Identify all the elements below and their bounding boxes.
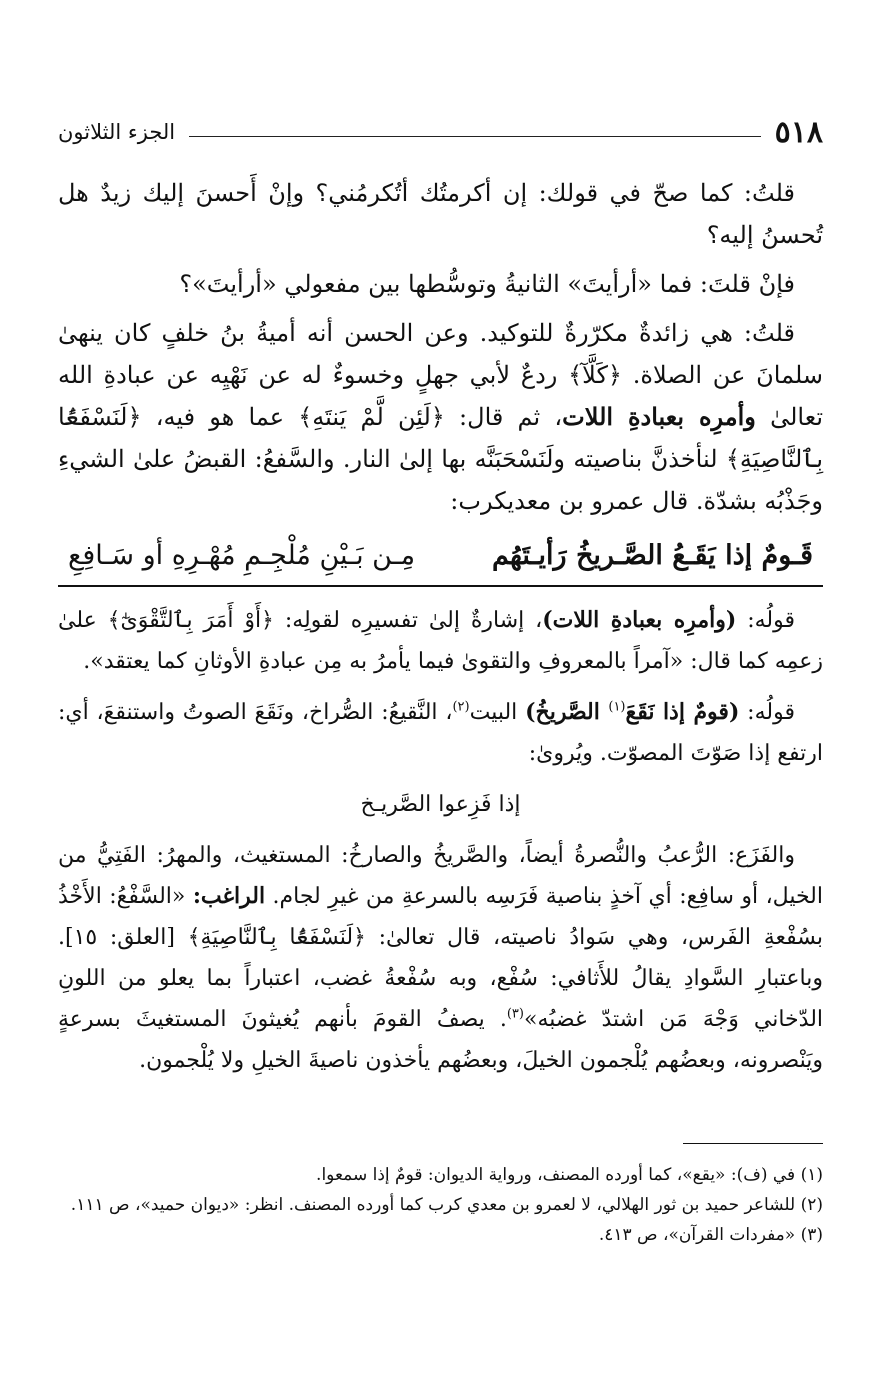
poem-verse <box>58 529 823 583</box>
verse-hemistich-second: مِـن بَـيْنِ مُلْجِـمِ مُهْـرِهِ أو سَـافِعِ <box>68 540 416 571</box>
commentary-text <box>58 600 823 1091</box>
footnotes <box>58 1160 823 1250</box>
text-run: قلتُ: هي زائدةٌ مكرّرةٌ للتوكيد. وعن الحسن أنه أميةُ بنُ خلفٍ كان ينهىٰ سلمانَ عن الصلاة. ﴿كَلَّآ﴾ ردعٌ لأبي جهلٍ وخسوءٌ له عن نَهْيِه عن عبادةِ الله تعالىٰ <box>58 319 823 431</box>
text-run: ، النَّقيعُ: الصُّراخ، ونَقَعَ الصوتُ واستنقعَ، أي: ارتفع إذا صَوّتَ المصوّت. ويُروىٰ: <box>58 700 823 766</box>
main-paragraph <box>58 312 823 522</box>
page-number: ٥١٨ <box>774 114 823 150</box>
bold-run: وأمرِه بعبادةِ اللات <box>562 402 756 431</box>
commentary-paragraph <box>58 600 823 682</box>
text-run: البيت <box>469 700 526 725</box>
footnote: (٣) «مفردات القرآن»، ص ٤١٣. <box>598 1225 823 1245</box>
commentary-paragraph <box>58 835 823 1081</box>
bold-run: (وأمرِه بعبادةِ اللات) <box>542 607 737 633</box>
bold-run: الراغب: <box>192 883 266 909</box>
verse-hemistich-first: قَـومٌ إذا يَقَـعُ الصَّـريخُ رَأيـتَهُم <box>492 540 813 571</box>
section-divider <box>58 585 823 587</box>
footnote-rule <box>683 1143 823 1144</box>
footnote: (١) في (ف): «يقع»، كما أورده المصنف، ورواية الديوان: قومٌ إذا سمعوا. <box>316 1165 823 1185</box>
main-paragraph: قلتُ: كما صحّ في قولك: إن أكرمتُك أتُكرمُني؟ وإنْ أَحسنَ إليك زيدٌ هل تُحسنُ إليه؟ <box>58 179 823 249</box>
footnote: (٢) للشاعر حميد بن ثور الهلالي، لا لعمرو بن معدي كرب كما أورده المصنف. انظر: «ديوان حميد»، ص ١١١. <box>70 1195 823 1215</box>
text-run: قولُه: <box>736 608 795 633</box>
footnote-marker: (١) <box>608 699 626 715</box>
main-paragraph: فإنْ قلتَ: فما «أرأيتَ» الثانيةُ وتوسُّطها بين مفعولي «أرأيتَ»؟ <box>179 270 795 298</box>
bold-run: (قومٌ إذا نَقَعَ <box>625 699 740 725</box>
footnote-marker: (٢) <box>452 699 470 715</box>
text-run: . يصفُ القومَ بأنهم يُغيثونَ المستغيثَ بسرعةٍ ويَنْصرونه، وبعضُهم يُلْجمون الخيلَ، وبعضُهم يأخذون ناصيةَ الخيلِ ولا يُلْجمون. <box>58 1007 823 1073</box>
text-run: قولُه: <box>739 700 795 725</box>
text-run: والفَزَع: الرُّعبُ والنُّصرةُ أيضاً، والصَّريخُ والصارخُ: المستغيث، والمهرُ: الفَتِيُّ من الخيل، أو سافِع: أي آخذٍ بناصية فَرَسِه بالسرعةِ من غيرِ لجام. <box>58 843 823 909</box>
text-run: ، ثم قال: ﴿لَئِن لَّمْ يَنتَهِ﴾ عما هو فيه، ﴿لَنَسْفَعًۢا بِٱلنَّاصِيَةِ﴾ لنأخذنَّ بناصيته ولَنَسْحَبَنَّه بها إلىٰ النار. والسَّفعُ: القبضُ علىٰ الشيءِ وجَذْبُه بشدّة. قال عمرو بن معديكرب: <box>58 403 823 515</box>
text-run: ، إشارةٌ إلىٰ تفسيرِه لقولِه: ﴿أَوْ أَمَرَ بِٱلتَّقْوَىٰٓ﴾ علىٰ زعمِه كما قال: «آمراً بالمعروفِ والتقوىٰ فيما يأمرُ به مِن عبادةِ الأوثانِ كما يعتقد». <box>58 608 823 674</box>
footnote-marker: (٣) <box>506 1006 524 1022</box>
bold-run: الصَّريخُ) <box>525 699 609 725</box>
text-run: «السَّفْعُ: الأَخْذُ بسُفْعةِ الفَرس، وهي سَوادُ ناصيته، قال تعالىٰ: ﴿لَنَسْفَعًۢا بِٱلنَّاصِيَةِ﴾ [العلق: ١٥]. وباعتبارِ السَّوادِ يقالُ للأَثافي: سُفْع، وبه سُفْعةُ غضب، اعتباراً بما يعلو من اللونِ الدّخاني وَجْهَ مَن اشتدّ غضبُه» <box>58 884 824 1032</box>
running-head: الجزء الثلاثون <box>58 120 176 144</box>
commentary-paragraph <box>58 692 823 774</box>
page-header <box>58 110 823 154</box>
header-rule <box>189 136 761 137</box>
verse-variant-line: إذا فَزِعوا الصَّريـخ <box>360 792 521 817</box>
main-text <box>58 172 823 583</box>
